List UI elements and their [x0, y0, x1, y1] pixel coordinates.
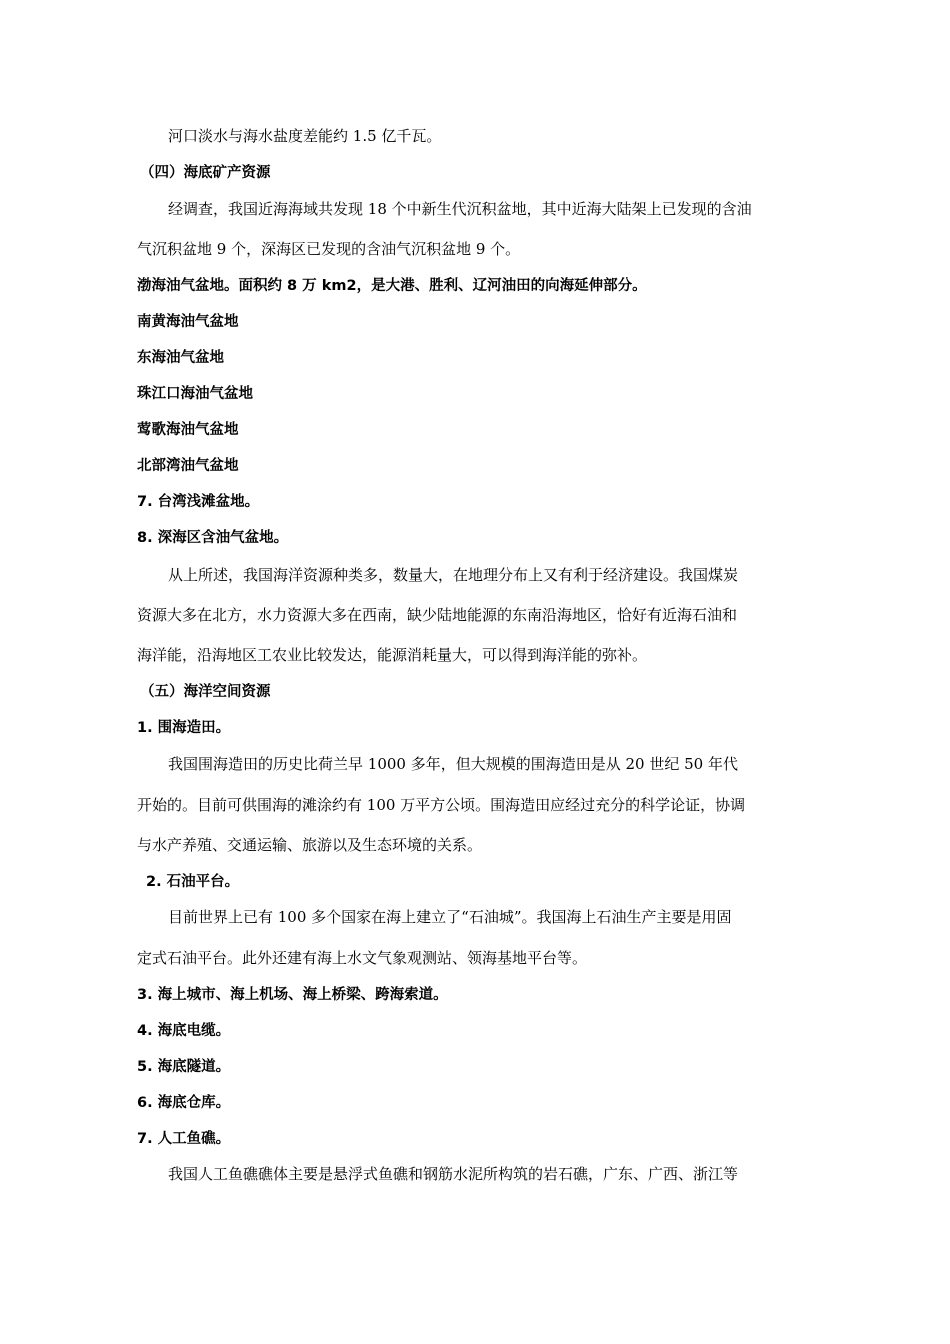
list-item: 6. 海底仓库。 [137, 1095, 231, 1111]
section-heading: （四）海底矿产资源 [140, 165, 271, 181]
paragraph-line: 河口淡水与海水盐度差能约 1.5 亿千瓦。 [168, 127, 442, 145]
paragraph-line: 我国人工鱼礁礁体主要是悬浮式鱼礁和钢筋水泥所构筑的岩石礁，广东、广西、浙江等 [168, 1165, 739, 1183]
list-item: 8. 深海区含油气盆地。 [137, 530, 289, 546]
list-item: 1. 围海造田。 [137, 720, 231, 736]
section-heading: （五）海洋空间资源 [140, 684, 271, 700]
list-item: 东海油气盆地 [137, 350, 224, 366]
list-item: 7. 台湾浅滩盆地。 [137, 494, 260, 510]
list-item: 北部湾油气盆地 [137, 458, 239, 474]
paragraph-line: 海洋能，沿海地区工农业比较发达，能源消耗量大，可以得到海洋能的弥补。 [137, 646, 648, 664]
list-item: 南黄海油气盆地 [137, 314, 239, 330]
paragraph-line: 我国围海造田的历史比荷兰早 1000 多年，但大规模的围海造田是从 20 世纪 50 年代 [168, 755, 738, 773]
list-item: 渤海油气盆地。面积约 8 万 km2，是大港、胜利、辽河油田的向海延伸部分。 [137, 278, 647, 294]
paragraph-line: 开始的。目前可供围海的滩涂约有 100 万平方公顷。围海造田应经过充分的科学论证，协调 [137, 796, 746, 814]
list-item: 2. 石油平台。 [146, 874, 240, 890]
paragraph-line: 气沉积盆地 9 个，深海区已发现的含油气沉积盆地 9 个。 [137, 240, 521, 258]
paragraph-line: 目前世界上已有 100 多个国家在海上建立了“石油城”。我国海上石油生产主要是用固 [168, 908, 732, 926]
paragraph-line: 经调查，我国近海海域共发现 18 个中新生代沉积盆地，其中近海大陆架上已发现的含油 [168, 200, 752, 218]
list-item: 7. 人工鱼礁。 [137, 1131, 231, 1147]
list-item: 3. 海上城市、海上机场、海上桥梁、跨海索道。 [137, 987, 448, 1003]
paragraph-line: 与水产养殖、交通运输、旅游以及生态环境的关系。 [137, 836, 483, 854]
list-item: 珠江口海油气盆地 [137, 386, 253, 402]
list-item: 5. 海底隧道。 [137, 1059, 231, 1075]
list-item: 4. 海底电缆。 [137, 1023, 231, 1039]
list-item: 莺歌海油气盆地 [137, 422, 239, 438]
paragraph-line: 资源大多在北方，水力资源大多在西南，缺少陆地能源的东南沿海地区，恰好有近海石油和 [137, 606, 738, 624]
paragraph-line: 定式石油平台。此外还建有海上水文气象观测站、领海基地平台等。 [137, 949, 588, 967]
paragraph-line: 从上所述，我国海洋资源种类多，数量大，在地理分布上又有利于经济建设。我国煤炭 [168, 566, 739, 584]
